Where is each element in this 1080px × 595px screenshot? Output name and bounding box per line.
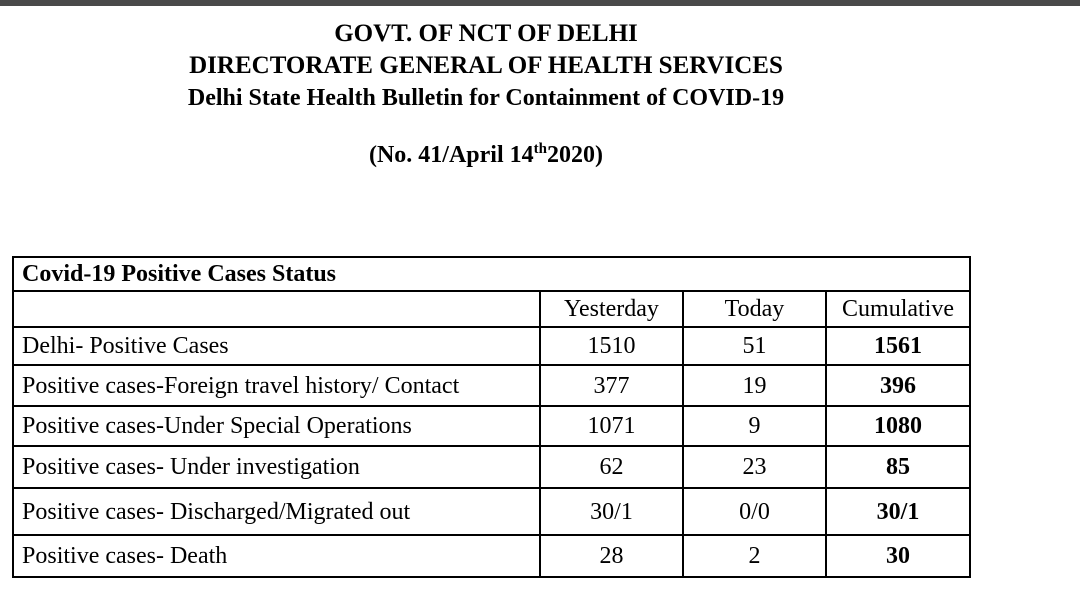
window-top-strip — [0, 0, 1080, 6]
yesterday-value: 377 — [540, 365, 683, 406]
row-label: Positive cases-Foreign travel history/ Contact — [13, 365, 540, 406]
govt-title: GOVT. OF NCT OF DELHI — [334, 20, 638, 47]
row-label: Positive cases-Under Special Operations — [13, 406, 540, 446]
yesterday-value: 28 — [540, 535, 683, 577]
bulletin-number-prefix: (No. 41/April 14 — [368, 142, 534, 168]
cumulative-value: 85 — [826, 446, 970, 488]
table-row — [13, 406, 970, 446]
row-label: Positive cases- Under investigation — [13, 446, 540, 488]
cumulative-value: 1080 — [826, 406, 970, 446]
table-row — [13, 327, 970, 365]
table-row — [13, 488, 970, 535]
table-row — [13, 365, 970, 406]
row-label: Positive cases- Death — [13, 535, 540, 577]
today-value: 9 — [683, 406, 826, 446]
column-header-cumulative: Cumulative — [826, 291, 970, 327]
column-header-today: Today — [683, 291, 826, 327]
table-row — [13, 535, 970, 577]
table-title: Covid-19 Positive Cases Status — [13, 257, 970, 291]
table-header-row — [13, 291, 970, 327]
header-blank-cell — [13, 291, 540, 327]
cumulative-value: 1561 — [826, 327, 970, 365]
yesterday-value: 1510 — [540, 327, 683, 365]
column-header-yesterday: Yesterday — [540, 291, 683, 327]
bulletin-number-suffix: 2020) — [547, 142, 603, 168]
bulletin-title: Delhi State Health Bulletin for Containment of COVID-19 — [187, 85, 785, 111]
directorate-title: DIRECTORATE GENERAL OF HEALTH SERVICES — [189, 52, 783, 79]
cumulative-value: 396 — [826, 365, 970, 406]
today-value: 0/0 — [683, 488, 826, 535]
row-label: Positive cases- Discharged/Migrated out — [13, 488, 540, 535]
cumulative-value: 30/1 — [826, 488, 970, 535]
cumulative-value: 30 — [826, 535, 970, 577]
today-value: 19 — [683, 365, 826, 406]
today-value: 2 — [683, 535, 826, 577]
bulletin-number-superscript: th — [533, 141, 547, 157]
positive-cases-status-table — [12, 256, 971, 578]
yesterday-value: 1071 — [540, 406, 683, 446]
table-row — [13, 446, 970, 488]
today-value: 23 — [683, 446, 826, 488]
yesterday-value: 62 — [540, 446, 683, 488]
bulletin-number — [0, 143, 972, 167]
today-value: 51 — [683, 327, 826, 365]
row-label: Delhi- Positive Cases — [13, 327, 540, 365]
yesterday-value: 30/1 — [540, 488, 683, 535]
table-title-row — [13, 257, 970, 291]
